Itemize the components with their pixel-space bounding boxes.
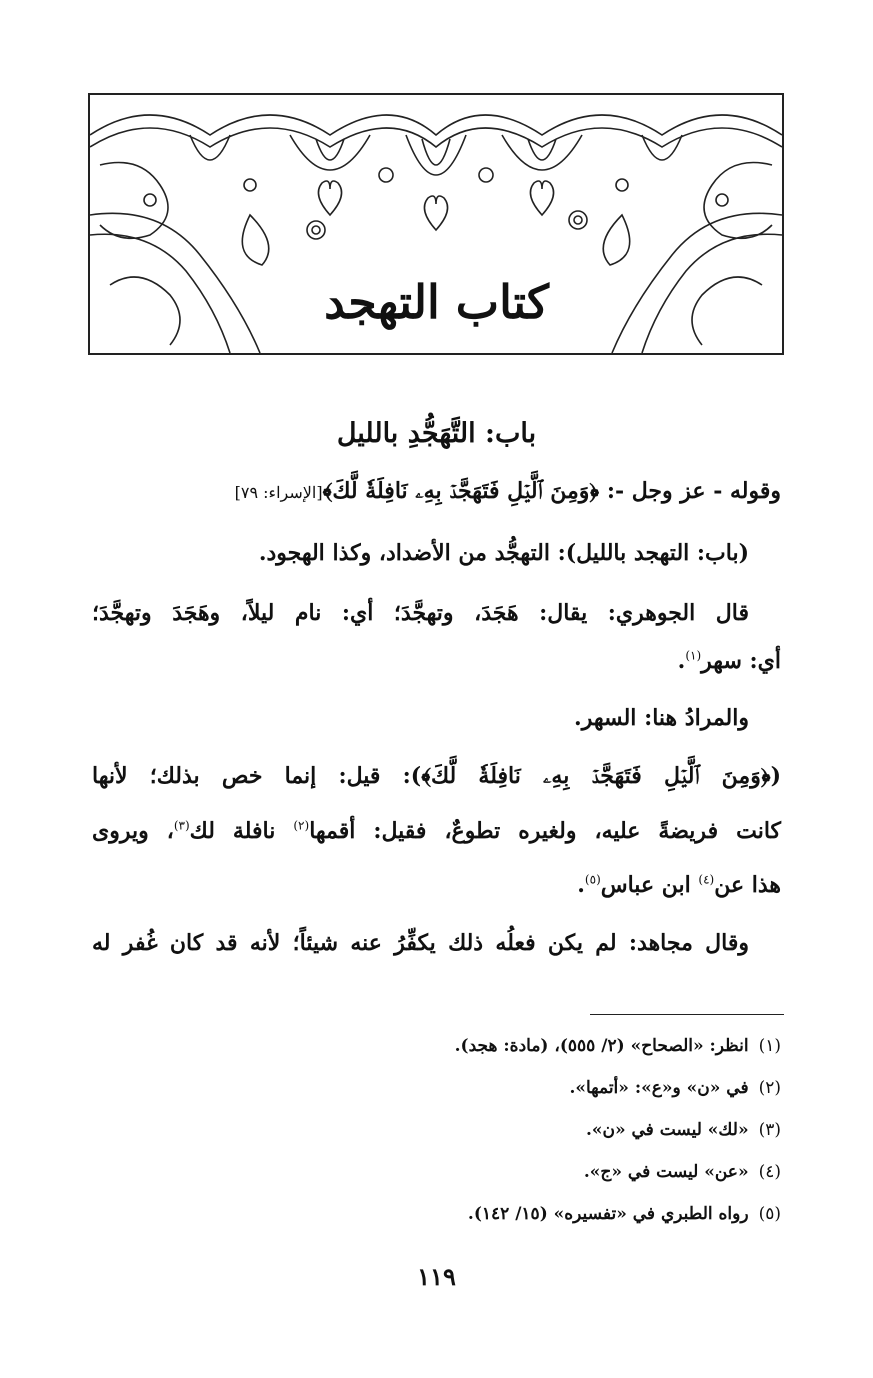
footnote-3: [586, 1120, 781, 1140]
footnote-marker-5: (٥): [584, 872, 601, 887]
text-segment: ابن عباس: [600, 872, 699, 898]
footnote-marker-2: (٢): [293, 818, 310, 833]
footnote-4: [584, 1162, 781, 1182]
footnote-number: (١): [758, 1036, 781, 1056]
text-line-5: والمرادُ هنا: السهر.: [574, 705, 749, 731]
footnote-2: [569, 1078, 781, 1098]
text-line-1: [235, 478, 781, 504]
text-line-9: وقال مجاهد: لم يكن فعلُه ذلك يكفِّرُ عنه شيئاً؛ لأنه قد كان غُفر له: [92, 930, 749, 956]
text-line-7: [92, 818, 781, 844]
text-segment: كانت فريضةً عليه، ولغيره تطوعٌ، فقيل: أقمها: [309, 818, 781, 844]
text-segment: أي: سهر: [701, 648, 781, 674]
footnote-number: (٥): [758, 1204, 781, 1224]
footnote-number: (٣): [758, 1120, 781, 1140]
verse-intro: وقوله - عز وجل -: ﴿وَمِنَ ٱلَّيۡلِ فَتَهَجَّدۡ بِهِۦ نَافِلَةٗ لَّكَ﴾: [322, 478, 781, 504]
text-segment: نافلة لك: [189, 818, 294, 844]
footnote-5: [468, 1204, 781, 1224]
text-segment: هذا عن: [714, 872, 781, 898]
footnote-text: «عن» ليست في «ج».: [583, 1162, 749, 1182]
text-segment: ، ويروى: [92, 818, 174, 844]
text-line-6: (﴿وَمِنَ ٱلَّيۡلِ فَتَهَجَّدۡ بِهِۦ نَافِلَةٗ لَّكَ﴾): قيل: إنما خص بذلك؛ لأنها: [92, 763, 781, 789]
footnote-marker-1: (١): [685, 648, 702, 663]
text-line-8: [577, 872, 781, 898]
page-number: ١١٩: [417, 1262, 456, 1291]
footnote-text: «لك» ليست في «ن».: [585, 1120, 749, 1140]
verse-reference: [الإسراء: ٧٩]: [234, 483, 323, 502]
footnote-text: في «ن» و«ع»: «أتمها».: [569, 1078, 749, 1098]
footnote-text: انظر: «الصحاح» (٢/ ٥٥٥)، (مادة: هجد).: [454, 1036, 749, 1056]
footnote-marker-3: (٣): [173, 818, 190, 833]
text-line-2: (باب: التهجد بالليل): التهجُّد من الأضداد، وكذا الهجود.: [258, 540, 749, 566]
text-line-3: قال الجوهري: يقال: هَجَدَ، وتهجَّدَ؛ أي: نام ليلاً، وهَجَدَ وتهجَّدَ؛: [92, 600, 749, 626]
footnote-marker-4: (٤): [698, 872, 715, 887]
footnote-number: (٤): [758, 1162, 781, 1182]
text-segment: .: [577, 872, 585, 898]
footnote-separator: [590, 1014, 784, 1015]
text-segment: .: [677, 648, 686, 674]
text-line-4: [678, 648, 781, 674]
footnote-text: رواه الطبري في «تفسيره» (١٥/ ١٤٢).: [467, 1204, 749, 1224]
footnote-1: [455, 1036, 781, 1056]
footnote-number: (٢): [758, 1078, 781, 1098]
book-title: كتاب التهجد: [324, 275, 549, 329]
chapter-heading: باب: التَّهَجُّدِ بالليل: [336, 418, 537, 449]
